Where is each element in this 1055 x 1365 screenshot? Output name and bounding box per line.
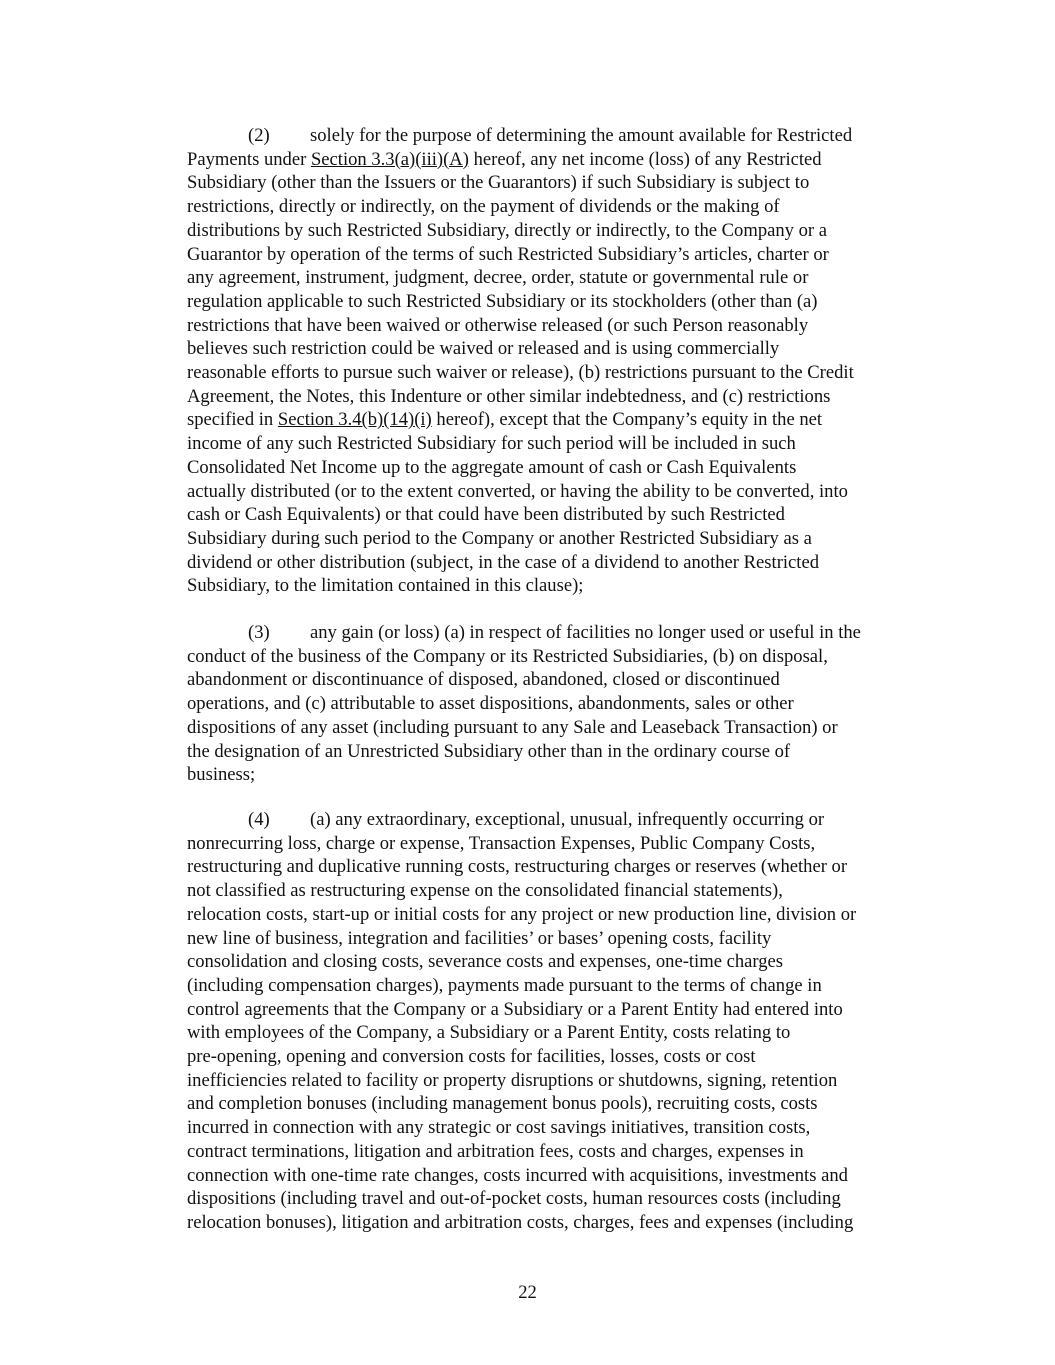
paragraph-text: specified in (187, 409, 278, 431)
paragraph-text: and completion bonuses (including management bonus pools), recruiting costs, costs (187, 1093, 818, 1115)
paragraph-text: consolidation and closing costs, severance costs and expenses, one-time charges (187, 951, 784, 973)
paragraph-number: (3) (248, 622, 270, 643)
paragraph-text: Subsidiary (other than the Issuers or the Guarantors) if such Subsidiary is subject to (187, 172, 810, 194)
paragraph-line (187, 527, 937, 551)
paragraph-line (187, 1069, 937, 1093)
paragraph-text: dividend or other distribution (subject, in the case of a dividend to another Restricted (187, 551, 820, 573)
paragraph-text: Agreement, the Notes, this Indenture or other similar indebtedness, and (c) restrictions (187, 385, 831, 407)
paragraph-line (187, 456, 937, 480)
paragraph-line (187, 503, 937, 527)
paragraph-line (187, 879, 937, 903)
paragraph-line (187, 621, 937, 645)
paragraph-text: not classified as restructuring expense on the consolidated financial statements), (187, 880, 783, 902)
paragraph-number: (4) (248, 809, 270, 830)
paragraph-text: nonrecurring loss, charge or expense, Transaction Expenses, Public Company Costs, (187, 832, 816, 854)
paragraph-text: believes such restriction could be waived or released and is using commercially (187, 338, 780, 360)
paragraph-line (187, 337, 937, 361)
paragraph-line (187, 480, 937, 504)
paragraph-text: restructuring and duplicative running costs, restructuring charges or reserves (whether or (187, 856, 848, 878)
paragraph-line (187, 740, 937, 764)
paragraph-4 (187, 808, 937, 1235)
paragraph-text: restrictions that have been waived or otherwise released (or such Person reasonably (187, 314, 809, 336)
paragraph-line (187, 1092, 937, 1116)
paragraph-text: hereof, any net income (loss) of any Restricted (468, 148, 822, 170)
paragraph-text: pre-opening, opening and conversion costs for facilities, losses, costs or cost (187, 1046, 756, 1068)
paragraph-3 (187, 621, 937, 787)
paragraph-text: reasonable efforts to pursue such waiver or release), (b) restrictions pursuant to the Credit (187, 362, 854, 384)
paragraph-text: cash or Cash Equivalents) or that could have been distributed by such Restricted (187, 504, 785, 526)
paragraph-number: (2) (248, 125, 270, 146)
paragraph-text: (a) any extraordinary, exceptional, unusual, infrequently occurring or (310, 809, 825, 830)
paragraph-text: Subsidiary, to the limitation contained in this clause); (187, 575, 584, 597)
paragraph-text: operations, and (c) attributable to asset dispositions, abandonments, sales or other (187, 693, 794, 715)
paragraph-text: contract terminations, litigation and arbitration fees, costs and charges, expenses in (187, 1140, 804, 1162)
paragraph-line (187, 998, 937, 1022)
paragraph-line (187, 219, 937, 243)
paragraph-text: dispositions of any asset (including pursuant to any Sale and Leaseback Transaction) or (187, 716, 838, 738)
paragraph-2 (187, 124, 937, 598)
paragraph-text: regulation applicable to such Restricted Subsidiary or its stockholders (other than (a) (187, 290, 818, 312)
section-reference: Section 3.3(a)(iii)(A) (310, 148, 469, 170)
paragraph-text: inefficiencies related to facility or property disruptions or shutdowns, signing, retention (187, 1069, 838, 1091)
paragraph-line (187, 148, 937, 172)
paragraph-line (187, 195, 937, 219)
paragraph-text: incurred in connection with any strategic or cost savings initiatives, transition costs, (187, 1117, 811, 1139)
paragraph-line (187, 551, 937, 575)
paragraph-text: restrictions, directly or indirectly, on the payment of dividends or the making of (187, 196, 780, 218)
paragraph-line (187, 927, 937, 951)
paragraph-line (187, 1164, 937, 1188)
paragraph-line (187, 668, 937, 692)
paragraph-line (187, 832, 937, 856)
section-reference: Section 3.4(b)(14)(i) (277, 409, 432, 431)
paragraph-text: solely for the purpose of determining the amount available for Restricted (310, 125, 853, 146)
paragraph-text: new line of business, integration and facilities’ or bases’ opening costs, facility (187, 927, 772, 949)
paragraph-text: Subsidiary during such period to the Company or another Restricted Subsidiary as a (187, 527, 812, 549)
paragraph-line (187, 314, 937, 338)
paragraph-text: any agreement, instrument, judgment, decree, order, statute or governmental rule or (187, 267, 809, 289)
paragraph-text: connection with one-time rate changes, costs incurred with acquisitions, investments and (187, 1164, 848, 1186)
paragraph-line (187, 855, 937, 879)
paragraph-text: with employees of the Company, a Subsidiary or a Parent Entity, costs relating to (187, 1022, 791, 1044)
paragraph-line (187, 1116, 937, 1140)
paragraph-line (187, 385, 937, 409)
paragraph-line (187, 1187, 937, 1211)
paragraph-text: business; (187, 764, 256, 786)
paragraph-line (187, 808, 937, 832)
paragraph-text: relocation costs, start-up or initial costs for any project or new production line, division or (187, 903, 857, 925)
paragraph-text: income of any such Restricted Subsidiary for such period will be included in such (187, 433, 796, 455)
paragraph-line (187, 763, 937, 787)
paragraph-line (187, 243, 937, 267)
paragraph-line (187, 361, 937, 385)
paragraph-text: (including compensation charges), payments made pursuant to the terms of change in (187, 974, 822, 996)
paragraph-text: conduct of the business of the Company or its Restricted Subsidiaries, (b) on disposal, (187, 645, 828, 667)
paragraph-line (187, 124, 937, 148)
paragraph-text: actually distributed (or to the extent converted, or having the ability to be converted, into (187, 480, 848, 502)
paragraph-text: Payments under (187, 148, 311, 170)
paragraph-line (187, 950, 937, 974)
paragraph-line (187, 574, 937, 598)
paragraph-text: abandonment or discontinuance of disposed, abandoned, closed or discontinued (187, 669, 780, 691)
paragraph-text: relocation bonuses), litigation and arbitration costs, charges, fees and expenses (including (187, 1211, 854, 1233)
paragraph-text: Guarantor by operation of the terms of such Restricted Subsidiary’s articles, charter or (187, 243, 829, 265)
paragraph-line (187, 171, 937, 195)
paragraph-line (187, 1021, 937, 1045)
paragraph-line (187, 1140, 937, 1164)
paragraph-text: control agreements that the Company or a Subsidiary or a Parent Entity had entered into (187, 998, 843, 1020)
paragraph-text: hereof), except that the Company’s equity in the net (431, 409, 823, 431)
paragraph-line (187, 974, 937, 998)
paragraph-line (187, 645, 937, 669)
page-number: 22 (518, 1282, 537, 1303)
paragraph-line (187, 266, 937, 290)
paragraph-line (187, 290, 937, 314)
paragraph-line (187, 692, 937, 716)
paragraph-line (187, 1045, 937, 1069)
paragraph-line (187, 408, 937, 432)
paragraph-text: any gain (or loss) (a) in respect of facilities no longer used or useful in the (310, 622, 861, 643)
paragraph-text: the designation of an Unrestricted Subsidiary other than in the ordinary course of (187, 740, 791, 762)
paragraph-text: dispositions (including travel and out-of-pocket costs, human resources costs (including (187, 1188, 841, 1210)
paragraph-line (187, 716, 937, 740)
paragraph-text: Consolidated Net Income up to the aggregate amount of cash or Cash Equivalents (187, 456, 797, 478)
paragraph-line (187, 432, 937, 456)
paragraph-text: distributions by such Restricted Subsidiary, directly or indirectly, to the Company or a (187, 219, 827, 241)
paragraph-line (187, 1211, 937, 1235)
paragraph-line (187, 903, 937, 927)
